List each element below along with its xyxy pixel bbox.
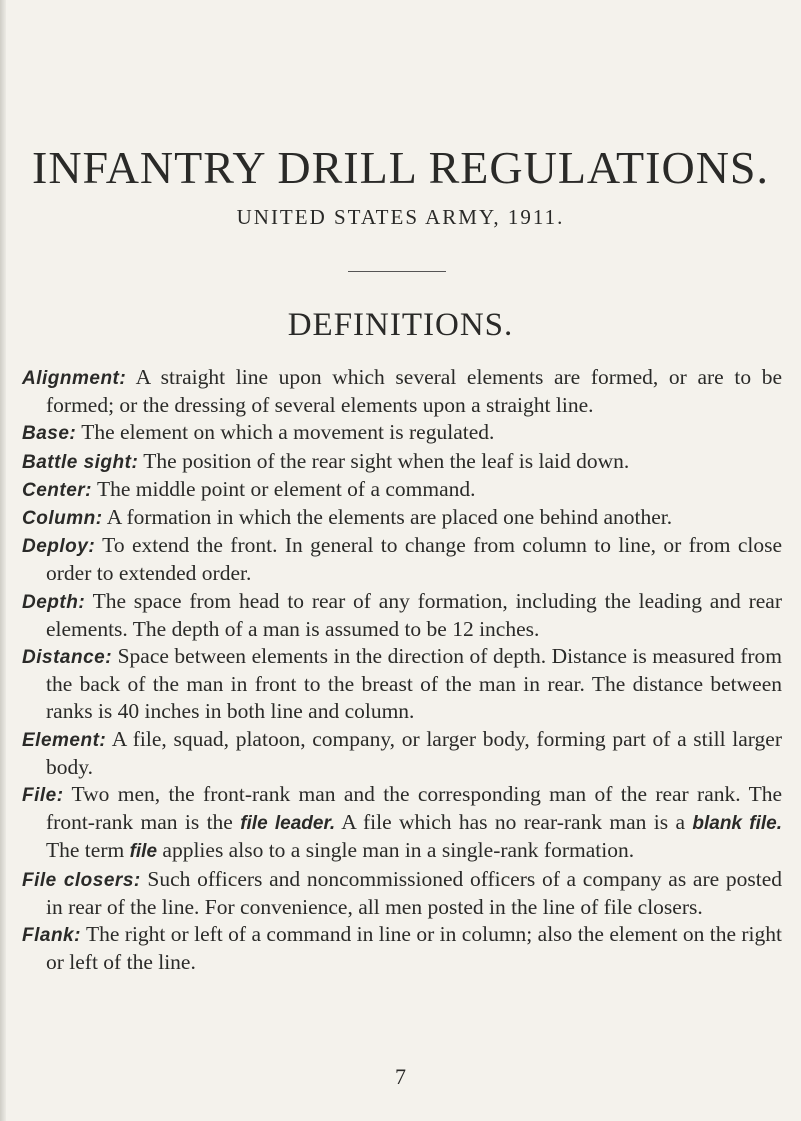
definition-term: Alignment: <box>22 368 127 389</box>
definition-text: The term <box>46 838 130 863</box>
definition-text: To extend the front. In general to change from column to line, or from close order to extended order. <box>46 533 782 586</box>
definitions-list <box>22 364 782 976</box>
emphasized-term: file leader. <box>240 813 336 835</box>
definition-center <box>22 476 782 504</box>
definition-term: Distance: <box>22 647 113 669</box>
definition-term: Flank: <box>22 925 81 947</box>
definition-text: Such officers and noncommissioned officers of a company as are posted in rear of the line. For convenience, all men posted in the line of file closers. <box>46 866 782 919</box>
definition-text: A file which has no rear-rank man is a <box>335 810 693 835</box>
definition-text: applies also to a single man in a single-rank formation. <box>157 838 635 863</box>
definition-term: Depth: <box>22 591 86 613</box>
definition-text: A straight line upon which several elements are formed, or are to be formed; or the dressing of several elements upon a straight line. <box>46 365 782 418</box>
definition-term: File: <box>22 785 64 807</box>
emphasized-term: file <box>129 841 158 863</box>
definition-text: A formation in which the elements are placed one behind another. <box>102 505 673 530</box>
definition-battle-sight <box>22 448 782 476</box>
divider-rule <box>348 271 446 272</box>
definition-text: The middle point or element of a command. <box>92 476 476 501</box>
definition-term: Base: <box>22 423 77 445</box>
definition-column <box>22 504 782 532</box>
definition-flank <box>22 921 782 976</box>
definition-text: The right or left of a command in line or in column; also the element on the right or left of the line. <box>46 922 782 975</box>
page-subtitle: UNITED STATES ARMY, 1911. <box>236 205 565 229</box>
definition-term: Deploy: <box>22 536 96 558</box>
definition-term: Column: <box>22 508 103 530</box>
page-title: INFANTRY DRILL REGULATIONS. <box>32 142 769 193</box>
definition-element <box>22 726 782 781</box>
definition-text: A file, squad, platoon, company, or larger body, forming part of a still larger body. <box>46 726 782 779</box>
definition-text: Space between elements in the direction of depth. Distance is measured from the back of the man in front to the breast of the man in rear. The distance between ranks is 40 inches in both line and column. <box>46 644 782 724</box>
definition-deploy <box>22 532 782 587</box>
page-number: 7 <box>395 1064 406 1089</box>
definition-text: The space from head to rear of any formation, including the leading and rear elements. The depth of a man is assumed to be 12 inches. <box>46 588 782 641</box>
definition-file <box>22 781 782 866</box>
definition-distance <box>22 643 782 726</box>
definition-term: File closers: <box>22 869 141 891</box>
definition-text: The element on which a movement is regulated. <box>76 420 495 445</box>
section-title: DEFINITIONS. <box>287 307 514 343</box>
definition-term: Battle sight: <box>22 451 139 473</box>
emphasized-term: blank file. <box>692 813 782 835</box>
definition-term: Element: <box>22 729 107 751</box>
definition-text: The position of the rear sight when the leaf is laid down. <box>138 448 630 473</box>
definition-term: Center: <box>22 479 93 501</box>
definition-base <box>22 419 782 447</box>
definition-text: Two men, the front-rank man and the corresponding man of the rear rank. The front-rank man is the <box>46 782 782 835</box>
definition-file-closers <box>22 866 782 921</box>
definition-alignment <box>22 364 782 419</box>
definition-depth <box>22 588 782 643</box>
